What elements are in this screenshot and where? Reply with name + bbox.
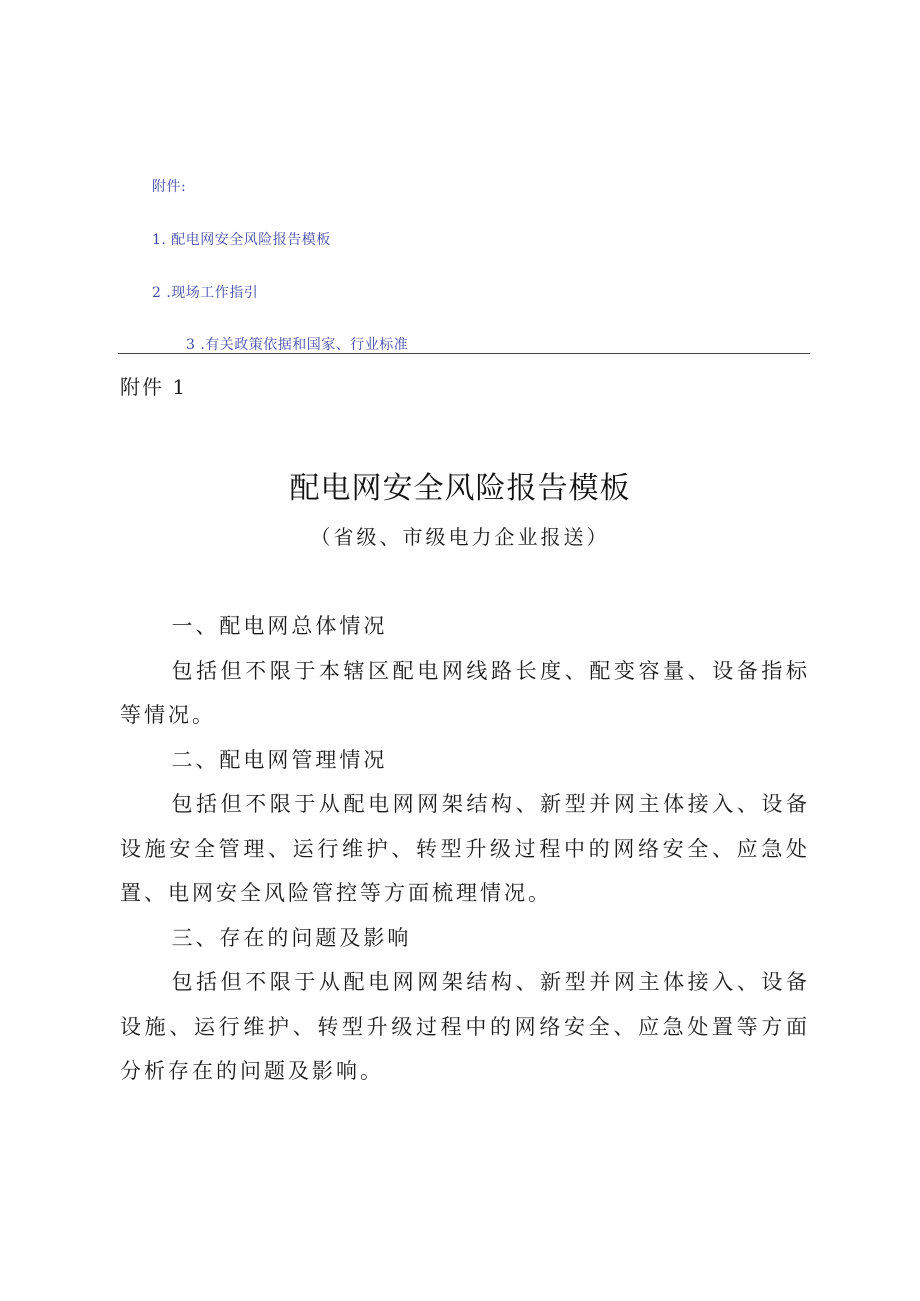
document-subtitle: （省级、市级电力企业报送） [310,525,610,549]
document-title: 配电网安全风险报告模板 [289,471,631,506]
attachment-item-1: 1. 配电网安全风险报告模板 [152,232,331,248]
attachment-item-2: 2 .现场工作指引 [152,285,259,301]
attachment-item-3: 3 .有关政策依据和国家、行业标准 [186,337,409,353]
document-body [120,604,810,1094]
section-heading-3: 三、存在的问题及影响 [171,925,412,950]
annex-label: 附件 1 [120,375,188,399]
section-body-3: 包括但不限于从配电网网架结构、新型并网主体接入、设备设施、运行维护、转型升级过程中的网络安全、应急处置等方面分析存在的问题及影响。 [120,970,810,1083]
attachments-heading: 附件: [152,179,187,195]
section-body-2: 包括但不限于从配电网网架结构、新型并网主体接入、设备设施安全管理、运行维护、转型升级过程中的网络安全、应急处置、电网安全风险管控等方面梳理情况。 [120,792,810,905]
section-heading-1: 一、配电网总体情况 [171,614,388,638]
horizontal-rule [118,353,810,354]
section-body-1: 包括但不限于本辖区配电网线路长度、配变容量、设备指标等情况。 [120,658,810,727]
section-heading-2: 二、配电网管理情况 [171,747,388,772]
